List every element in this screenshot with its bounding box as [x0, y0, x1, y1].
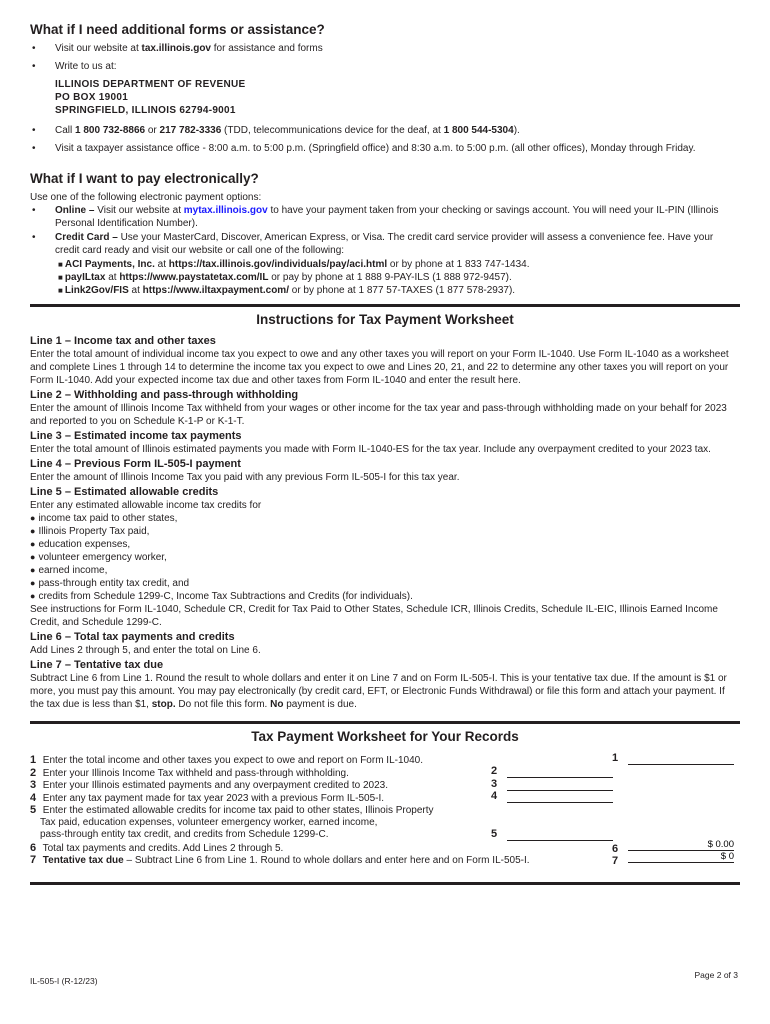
row-text: Enter your Illinois estimated payments and any overpayment credited to 2023.	[42, 780, 388, 791]
text: Call	[55, 125, 76, 136]
worksheet	[30, 750, 740, 878]
row-text: Enter your Illinois Income Tax withheld and pass-through withholding.	[42, 767, 349, 779]
line-heading: Line 4 – Previous Form IL-505-I payment	[30, 458, 241, 470]
line5-field[interactable]	[507, 829, 613, 841]
text: Enter the amount of Illinois Income Tax you paid with any previous Form IL-505-I for this tax year.	[30, 472, 460, 483]
text: Do not file this form.	[175, 699, 271, 710]
field-label: 4	[491, 790, 498, 802]
text: ).	[513, 125, 520, 136]
text: or pay by phone at 1 888 9-PAY-ILS (1 888 972-9457).	[268, 272, 512, 283]
row-text: Enter the total income and other taxes you expect to owe and report on Form IL-1040.	[42, 755, 424, 766]
credit-item	[30, 525, 740, 538]
worksheet-row	[30, 792, 384, 806]
row-label: Tentative tax due	[42, 855, 124, 866]
line7-field[interactable]	[628, 851, 734, 863]
provider-name: payILtax	[64, 272, 106, 283]
line2-field[interactable]	[507, 766, 613, 778]
document-page	[30, 22, 740, 885]
text: Enter the total amount of Illinois estimated payments you made with Form IL-1040-ES for the tax year. Include any overpayment credited to your 2023 tax.	[30, 444, 711, 455]
address-line: PO BOX 19001	[55, 92, 129, 103]
text: for assistance and forms	[211, 43, 323, 54]
field-label: 2	[491, 765, 498, 777]
text: No	[270, 699, 284, 710]
row-text: pass-through entity tax credit, and credits from Schedule 1299-C.	[40, 829, 329, 840]
bullet-icon: ●	[30, 565, 36, 575]
line-heading: Line 3 – Estimated income tax payments	[30, 430, 242, 442]
website-link[interactable]: tax.illinois.gov	[141, 43, 211, 54]
label: Credit Card –	[55, 232, 121, 243]
instructions-heading: Instructions for Tax Payment Worksheet	[30, 304, 740, 333]
bullet-icon: ●	[30, 526, 36, 536]
worksheet-row	[30, 754, 423, 768]
bullet-icon: ●	[30, 591, 36, 601]
text: at	[128, 285, 143, 296]
line-heading: Line 5 – Estimated allowable credits	[30, 486, 219, 498]
line-heading: Line 2 – Withholding and pass-through withholding	[30, 389, 299, 401]
provider-name: ACI Payments, Inc.	[64, 259, 155, 270]
assist-heading: What if I need additional forms or assistance?	[30, 22, 325, 37]
credit-item	[30, 512, 740, 525]
text: (TDD, telecommunications device for the deaf, at	[221, 125, 444, 136]
row-text: Enter any tax payment made for tax year 2023 with a previous Form IL-505-I.	[42, 792, 385, 804]
credit-item	[30, 538, 740, 551]
row-number: 3	[30, 779, 37, 791]
divider	[30, 882, 740, 885]
label: Online –	[55, 205, 98, 216]
worksheet-row	[30, 767, 349, 781]
provider-link[interactable]: https://tax.illinois.gov/individuals/pay/aci.html	[168, 259, 388, 270]
page-number: Page 2 of 3	[694, 970, 738, 980]
provider-name: Link2Gov/FIS	[64, 285, 129, 296]
form-number: IL-505-I (R-12/23)	[30, 976, 98, 986]
row-number: 1	[30, 754, 37, 766]
provider-item	[30, 284, 740, 297]
provider-item	[30, 271, 740, 284]
row-text: – Subtract Line 6 from Line 1. Round to whole dollars and enter here and on Form IL-505-I.	[123, 855, 530, 866]
credit-item	[30, 564, 740, 577]
square-bullet-icon: ■	[58, 260, 63, 269]
line1-field[interactable]	[628, 753, 734, 765]
square-bullet-icon: ■	[58, 286, 63, 295]
bullet-icon: ●	[30, 552, 36, 562]
text: Add Lines 2 through 5, and enter the total on Line 6.	[30, 645, 261, 656]
text: Enter any estimated allowable income tax credits for	[30, 500, 262, 511]
row-number: 2	[30, 766, 37, 779]
text: Visit our website at	[97, 205, 184, 216]
bullet-office: • Visit a taxpayer assistance office - 8:00 a.m. to 5:00 p.m. (Springfield office) and 8:30 a.m. to 5:00 p.m. (all other offices), Monday through Friday.	[32, 143, 696, 154]
provider-item	[30, 258, 740, 271]
text: Use your MasterCard, Discover, American Express, or Visa. The credit card service provider will assess a convenience fee. Have your credit card ready and visit our website or call one of the following:	[55, 232, 714, 256]
line-heading: Line 6 – Total tax payments and credits	[30, 631, 235, 643]
line-heading: Line 1 – Income tax and other taxes	[30, 335, 216, 347]
field-label: 7	[612, 855, 619, 867]
phone: 1 800 732-8866	[75, 125, 146, 136]
credit-item	[30, 590, 740, 603]
bullet-website: • Visit our website at tax.illinois.gov for assistance and forms	[32, 43, 323, 54]
line6-field[interactable]	[628, 839, 734, 851]
line3-field[interactable]	[507, 779, 613, 791]
address-line: SPRINGFIELD, ILLINOIS 62794-9001	[55, 105, 236, 116]
text: or by phone at 1 877 57-TAXES (1 877 578-2937).	[288, 285, 516, 296]
text: to have your payment taken from your checking or savings account. You will need your IL-PIN (Illinois Personal Identification Number).	[55, 205, 719, 229]
text: earned income,	[38, 565, 108, 576]
row-number: 6	[30, 841, 37, 854]
text: at	[154, 259, 169, 270]
text: education expenses,	[38, 539, 131, 550]
text: Write to us at:	[55, 61, 117, 72]
row-text: Enter the estimated allowable credits for income tax paid to other states, Illinois Property	[42, 805, 434, 816]
square-bullet-icon: ■	[58, 273, 63, 282]
row-number: 4	[30, 791, 37, 804]
field-label: 1	[612, 752, 619, 764]
row-number: 5	[30, 804, 37, 816]
phone: 1 800 544-5304	[443, 125, 514, 136]
credit-item	[30, 577, 740, 590]
provider-link[interactable]: https://www.iltaxpayment.com/	[142, 285, 289, 296]
mytax-link[interactable]: mytax.illinois.gov	[183, 205, 268, 216]
phone: 217 782-3336	[159, 125, 222, 136]
bullet-call: • Call 1 800 732-8866 or 217 782-3336 (TDD, telecommunications device for the deaf, at 1 800 544-5304).	[32, 125, 520, 136]
mailing-address	[30, 78, 740, 117]
text: stop.	[151, 699, 176, 710]
bullet-icon: ●	[30, 539, 36, 549]
provider-link[interactable]: https://www.paystatetax.com/IL	[119, 272, 269, 283]
text: volunteer emergency worker,	[38, 552, 167, 563]
bullet-icon: ●	[30, 513, 36, 523]
text: Subtract Line 6 from Line 1. Round the result to whole dollars and enter it on Line 7 and on Form IL-505-I. This is your tentative tax due. If the amount is $1 or more, you must pay this amount. You may pay electronically (by credit card, EFT, or Electronic Funds Withdrawal) or file this form and attach your payment. If the tax due is less than $1,	[30, 673, 727, 710]
text: Use one of the following electronic payment options:	[30, 192, 262, 203]
line4-field[interactable]	[507, 791, 613, 803]
text: at	[105, 272, 120, 283]
text: See instructions for Form IL-1040, Schedule CR, Credit for Tax Paid to Other States, Schedule ICR, Illinois Credits, Schedule IL-EIC, Illinois Earned Income Credit, and Schedule 1299-C.	[30, 604, 718, 628]
text: Visit our website at	[55, 43, 142, 54]
line7-text	[30, 672, 740, 711]
line-heading: Line 7 – Tentative tax due	[30, 659, 164, 671]
text: or by phone at 1 833 747-1434.	[387, 259, 530, 270]
bullet-credit-card: • Credit Card – Use your MasterCard, Discover, American Express, or Visa. The credit card service provider will assess a convenience fee. Have your credit card ready and visit our website or call one of the following:	[32, 232, 714, 256]
text: payment is due.	[283, 699, 357, 710]
worksheet-row	[30, 804, 434, 818]
field-label: 6	[612, 843, 619, 855]
bullet-icon: ●	[30, 578, 36, 588]
row-text: Tax paid, education expenses, volunteer emergency worker, earned income,	[40, 816, 378, 828]
worksheet-row	[30, 854, 530, 868]
text: pass-through entity tax credit, and	[38, 578, 190, 589]
address-line: ILLINOIS DEPARTMENT OF REVENUE	[55, 79, 246, 90]
text: Illinois Property Tax paid,	[38, 526, 150, 537]
bullet-write: • Write to us at:	[32, 61, 117, 72]
field-label: 3	[491, 778, 498, 790]
text: Enter the total amount of individual income tax you expect to owe and any other taxes you will report on your Form IL-1040. Use Form IL-1040 as a worksheet and complete Lines 1 through 14 to determine the income tax you expect to owe and Lines 20, 21, and 22 to determine any other taxes you will report on your Form IL-1040. Add your expected income tax due and other taxes from Form IL-1040 and enter the result here.	[30, 349, 729, 386]
row-text: Total tax payments and credits. Add Lines 2 through 5.	[42, 842, 284, 854]
electronic-heading: What if I want to pay electronically?	[30, 171, 259, 186]
row-number: 7	[30, 854, 37, 866]
worksheet-row	[30, 842, 283, 856]
text: income tax paid to other states,	[38, 513, 178, 524]
text: credits from Schedule 1299-C, Income Tax Subtractions and Credits (for individuals).	[38, 591, 413, 602]
credit-item	[30, 551, 740, 564]
worksheet-heading: Tax Payment Worksheet for Your Records	[30, 721, 740, 750]
bullet-online: • Online – Visit our website at mytax.illinois.gov to have your payment taken from your checking or savings account. You will need your IL-PIN (Illinois Personal Identification Number).	[32, 205, 719, 229]
text: Visit a taxpayer assistance office - 8:00 a.m. to 5:00 p.m. (Springfield office) and 8:30 a.m. to 5:00 p.m. (all other offices), Monday through Friday.	[55, 143, 696, 154]
field-label: 5	[491, 828, 498, 840]
text: Enter the amount of Illinois Income Tax withheld from your wages or other income for the tax year and pass-through withholding made on your behalf for 2023 and reported to you on Schedule K-1-P or K-1-T.	[30, 403, 727, 427]
worksheet-row	[30, 779, 388, 793]
text: or	[145, 125, 160, 136]
